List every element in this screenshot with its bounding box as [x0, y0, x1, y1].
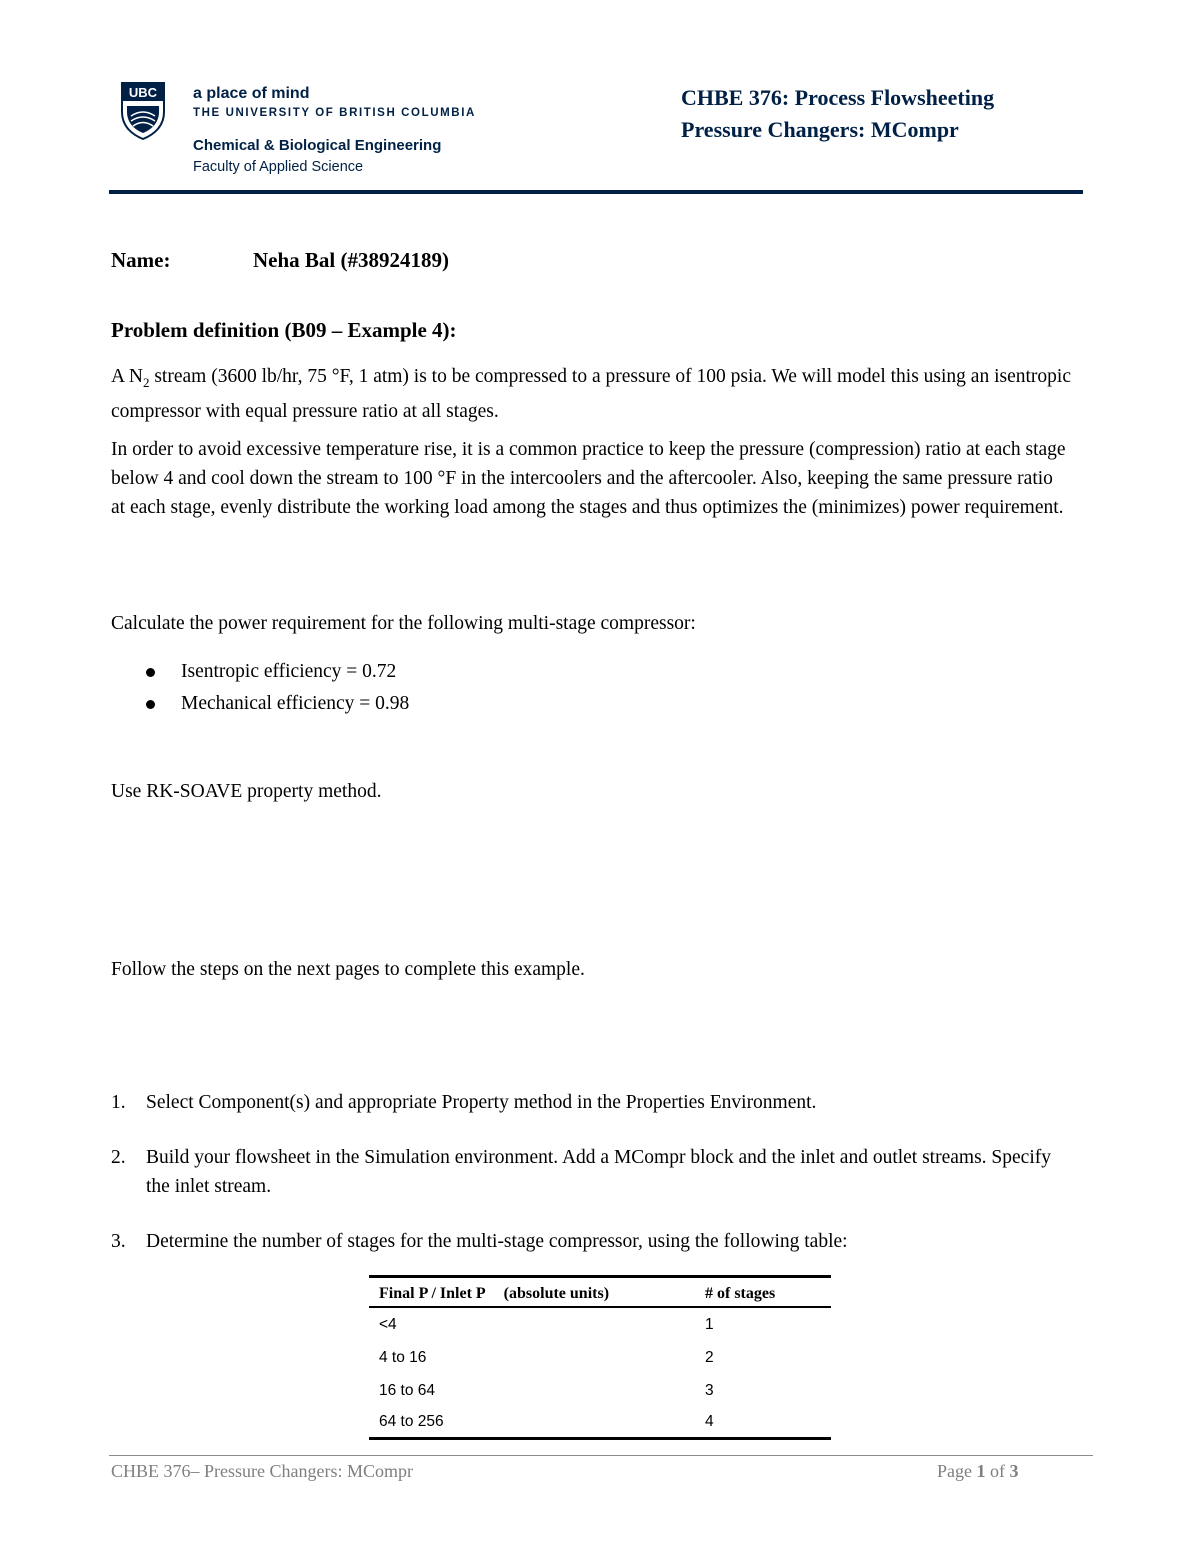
- table-row: [369, 1307, 831, 1341]
- header-rule: [109, 190, 1083, 194]
- problem-paragraph-2: In order to avoid excessive temperature rise, it is a common practice to keep the pressure (compression) ratio at each stage below 4 and cool down the stream to 100 °F in the intercoolers and the aftercooler. Also, keeping the same pressure ratio at each stage, evenly distribute the working load among the stages and thus optimizes the (minimizes) power requirement.: [111, 439, 1066, 518]
- table-row: [369, 1407, 831, 1439]
- logo-department: Chemical & Biological Engineering: [193, 137, 442, 154]
- cell-stages: 1: [705, 1315, 714, 1333]
- footer-course: CHBE 376– Pressure Changers: MCompr: [111, 1461, 413, 1481]
- step-number: 2.: [111, 1147, 126, 1168]
- page-mid: of: [985, 1461, 1010, 1481]
- efficiency-list: [111, 656, 409, 720]
- problem-definition-title: Problem definition (B09 – Example 4):: [111, 318, 457, 342]
- step-number: 1.: [111, 1092, 126, 1113]
- table-header-row: [369, 1277, 831, 1308]
- header-stages: # of stages: [695, 1277, 831, 1308]
- p1-post: stream (3600 lb/hr, 75 °F, 1 atm) is to be compressed to a pressure of 100 psia. We will model this using an isentropic compressor with equal pressure ratio at all stages.: [111, 366, 1071, 422]
- list-item: [111, 688, 409, 720]
- header-units-text: (absolute units): [503, 1285, 610, 1302]
- step-item: [111, 1143, 1071, 1201]
- page-prefix: Page: [937, 1461, 977, 1481]
- stages-table: [369, 1275, 831, 1440]
- header-ratio-text: Final P / Inlet P: [379, 1285, 486, 1302]
- page-current: 1: [976, 1461, 986, 1481]
- ubc-wordmark: [193, 84, 476, 178]
- property-method-text: Use RK-SOAVE property method.: [111, 781, 382, 802]
- step-text: Determine the number of stages for the multi-stage compressor, using the following table:: [146, 1231, 848, 1252]
- problem-paragraph-1: [111, 362, 1071, 426]
- course-title: CHBE 376: Process Flowsheeting: [681, 85, 995, 110]
- crest-text: UBC: [128, 85, 158, 100]
- header-pressure-ratio: [369, 1277, 695, 1308]
- step-number: 3.: [111, 1231, 126, 1252]
- step-item: [111, 1088, 1071, 1117]
- footer-rule: [109, 1455, 1093, 1456]
- cell-ratio: 16 to 64: [379, 1381, 436, 1399]
- cell-ratio: 4 to 16: [379, 1348, 427, 1366]
- cell-ratio: <4: [379, 1315, 397, 1333]
- logo-university: THE UNIVERSITY OF BRITISH COLUMBIA: [193, 107, 476, 119]
- table-row: [369, 1341, 831, 1374]
- bullet-icon: [146, 700, 155, 709]
- cell-stages: 3: [705, 1381, 714, 1399]
- page-total: 3: [1009, 1461, 1019, 1481]
- logo-tagline: a place of mind: [193, 85, 310, 102]
- student-name: Neha Bal (#38924189): [253, 248, 449, 272]
- follow-steps-text: Follow the steps on the next pages to complete this example.: [111, 959, 585, 980]
- step-item: [111, 1227, 1071, 1256]
- step-text: Select Component(s) and appropriate Property method in the Properties Environment.: [146, 1092, 817, 1113]
- problem-paragraph-3: Calculate the power requirement for the following multi-stage compressor:: [111, 613, 696, 634]
- cell-ratio: 64 to 256: [369, 1407, 695, 1439]
- cell-stages: 4: [695, 1407, 831, 1439]
- bullet-icon: [146, 668, 155, 677]
- p1-subscript: 2: [142, 374, 150, 390]
- name-label: Name:: [111, 248, 171, 272]
- step-text: Build your flowsheet in the Simulation environment. Add a MCompr block and the inlet and outlet streams. Specify the inlet stream.: [146, 1147, 1051, 1197]
- list-item-text: Mechanical efficiency = 0.98: [181, 693, 410, 714]
- steps-list: [111, 1088, 1071, 1282]
- logo-faculty: Faculty of Applied Science: [193, 159, 364, 175]
- list-item-text: Isentropic efficiency = 0.72: [181, 661, 397, 682]
- course-header: [681, 82, 994, 146]
- table-row: [369, 1374, 831, 1407]
- cell-stages: 2: [705, 1348, 714, 1366]
- topic-title: Pressure Changers: MCompr: [681, 117, 959, 142]
- p1-pre: A N: [111, 366, 143, 387]
- page-number: [937, 1461, 1019, 1482]
- ubc-crest-logo: [121, 82, 165, 140]
- list-item: [111, 656, 409, 688]
